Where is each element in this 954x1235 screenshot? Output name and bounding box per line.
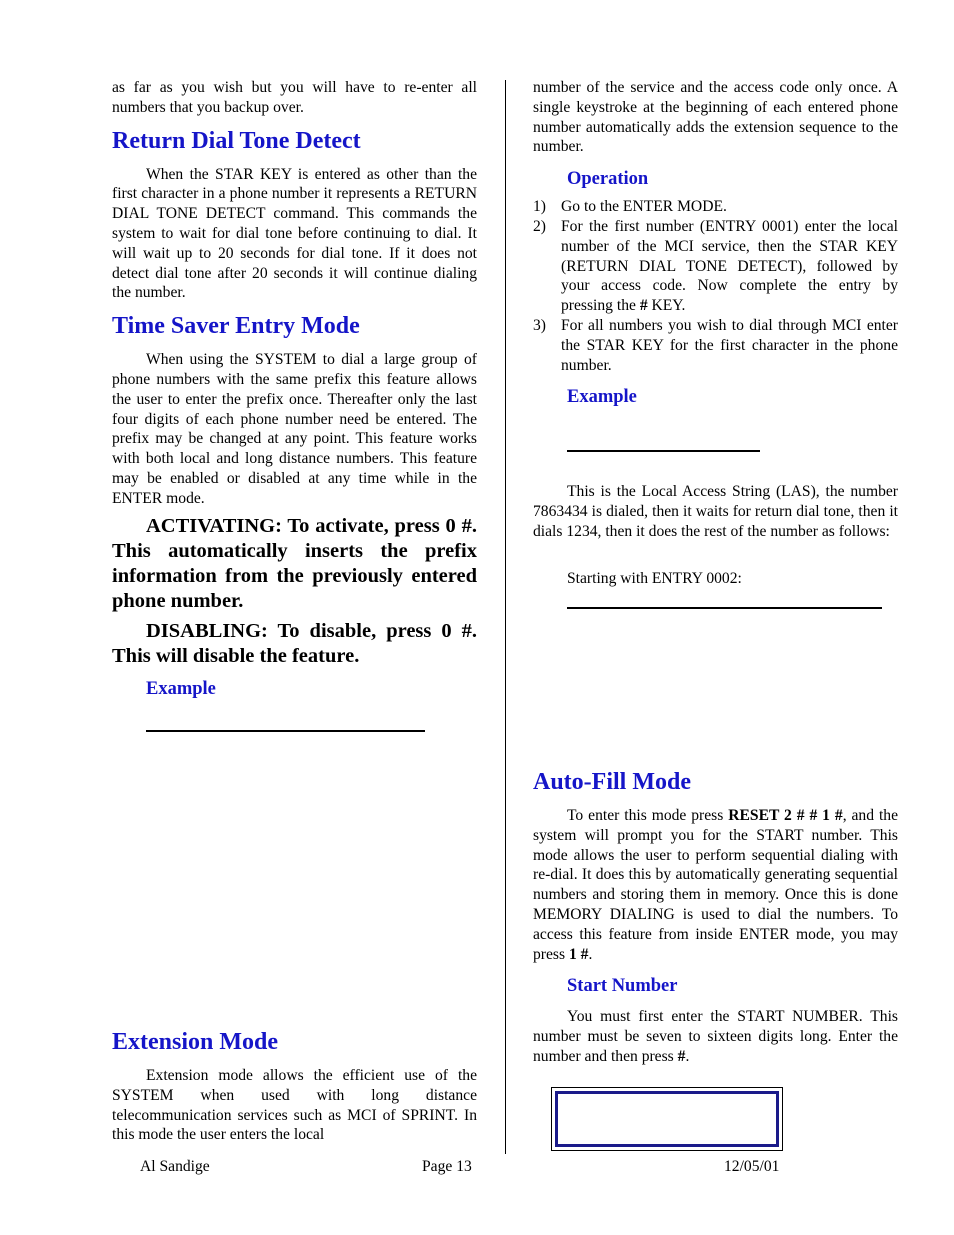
list-item: 2) For the first number (ENTRY 0001) enter the local number of the MCI service, then the STAR KEY (RETURN DIAL TONE DETECT), followed by your access code. Now complete the entry by pressing the # KEY. bbox=[533, 217, 898, 315]
lcd-display-box bbox=[551, 1087, 783, 1151]
heading-extension-mode: Extension Mode bbox=[112, 1029, 279, 1055]
starting-entry-text: Starting with ENTRY 0002: bbox=[567, 569, 742, 587]
list-item: 3) For all numbers you wish to dial through MCI enter the STAR KEY for the first character in the phone number. bbox=[533, 316, 898, 374]
left-column bbox=[112, 78, 477, 732]
footer-page-number: Page 13 bbox=[422, 1158, 472, 1175]
heading-return-dial-tone-detect: Return Dial Tone Detect bbox=[112, 127, 361, 154]
heading-operation: Operation bbox=[567, 169, 649, 190]
heading-start-number: Start Number bbox=[567, 976, 678, 997]
intro-paragraph: as far as you wish but you will have to re-enter all numbers that you backup over. bbox=[112, 79, 477, 116]
right-column bbox=[533, 78, 898, 609]
continuation-paragraph: number of the service and the access code only once. A single keystroke at the beginning of each entered phone number automatically adds the extension sequence to the number. bbox=[533, 79, 898, 156]
starting-entry-rule bbox=[567, 607, 882, 609]
time-saver-paragraph: When using the SYSTEM to dial a large group of phone numbers with the same prefix this feature allows the user to enter the prefix once. Thereafter only the last four digits of each phone number need be entered. The prefix may be changed at any point. This feature works with both local and long distance numbers. This feature may be enabled or disabled at any time while in the ENTER mode. bbox=[112, 351, 477, 507]
activating-paragraph: ACTIVATING: To activate, press 0 #. This automatically inserts the prefix information from the previously entered phone number. bbox=[112, 514, 477, 612]
heading-example-right: Example bbox=[567, 387, 637, 408]
lcd-display-screen bbox=[555, 1091, 779, 1147]
return-dial-tone-paragraph: When the STAR KEY is entered as other than the first character in a phone number it represents a RETURN DIAL TONE DETECT command. This commands the system to wait for dial tone before continuing to dial. It will wait up to 20 seconds for dial tone. If it does not detect dial tone after 20 seconds it will continue dialing the number. bbox=[112, 165, 477, 302]
list-item: 1) Go to the ENTER MODE. bbox=[533, 198, 727, 216]
extension-mode-section bbox=[112, 1027, 477, 1145]
column-divider bbox=[505, 80, 506, 1154]
heading-auto-fill-mode: Auto-Fill Mode bbox=[533, 769, 691, 795]
heading-time-saver-entry-mode: Time Saver Entry Mode bbox=[112, 313, 360, 340]
start-number-paragraph: You must first enter the START NUMBER. This number must be seven to sixteen digits long. Enter the number and then press #. bbox=[533, 1008, 898, 1065]
footer-date: 12/05/01 bbox=[724, 1158, 780, 1175]
example-rule-left bbox=[146, 730, 425, 732]
auto-fill-paragraph: To enter this mode press RESET 2 # # 1 #, and the system will prompt you for the START number. This mode allows the user to perform sequential dialing with re-dial. It does this by automatically generating sequential numbers and storing them in memory. Once this is done MEMORY DIALING is used to dial the numbers. To access this feature from inside ENTER mode, you may press 1 #. bbox=[533, 807, 898, 963]
disabling-paragraph: DISABLING: To disable, press 0 #. This will disable the feature. bbox=[112, 619, 477, 667]
extension-mode-paragraph: Extension mode allows the efficient use of the SYSTEM when used with long distance telecommunication services such as MCI of SPRINT. In this mode the user enters the local bbox=[112, 1067, 477, 1144]
heading-example-left: Example bbox=[146, 678, 216, 699]
operation-steps bbox=[533, 197, 898, 375]
example-paragraph: This is the Local Access String (LAS), the number 7863434 is dialed, then it waits for return dial tone, then it dials 1234, then it does the rest of the number as follows: bbox=[533, 483, 898, 540]
auto-fill-section bbox=[533, 767, 898, 1067]
footer-author: Al Sandige bbox=[140, 1158, 210, 1175]
example-rule-right bbox=[567, 450, 760, 452]
